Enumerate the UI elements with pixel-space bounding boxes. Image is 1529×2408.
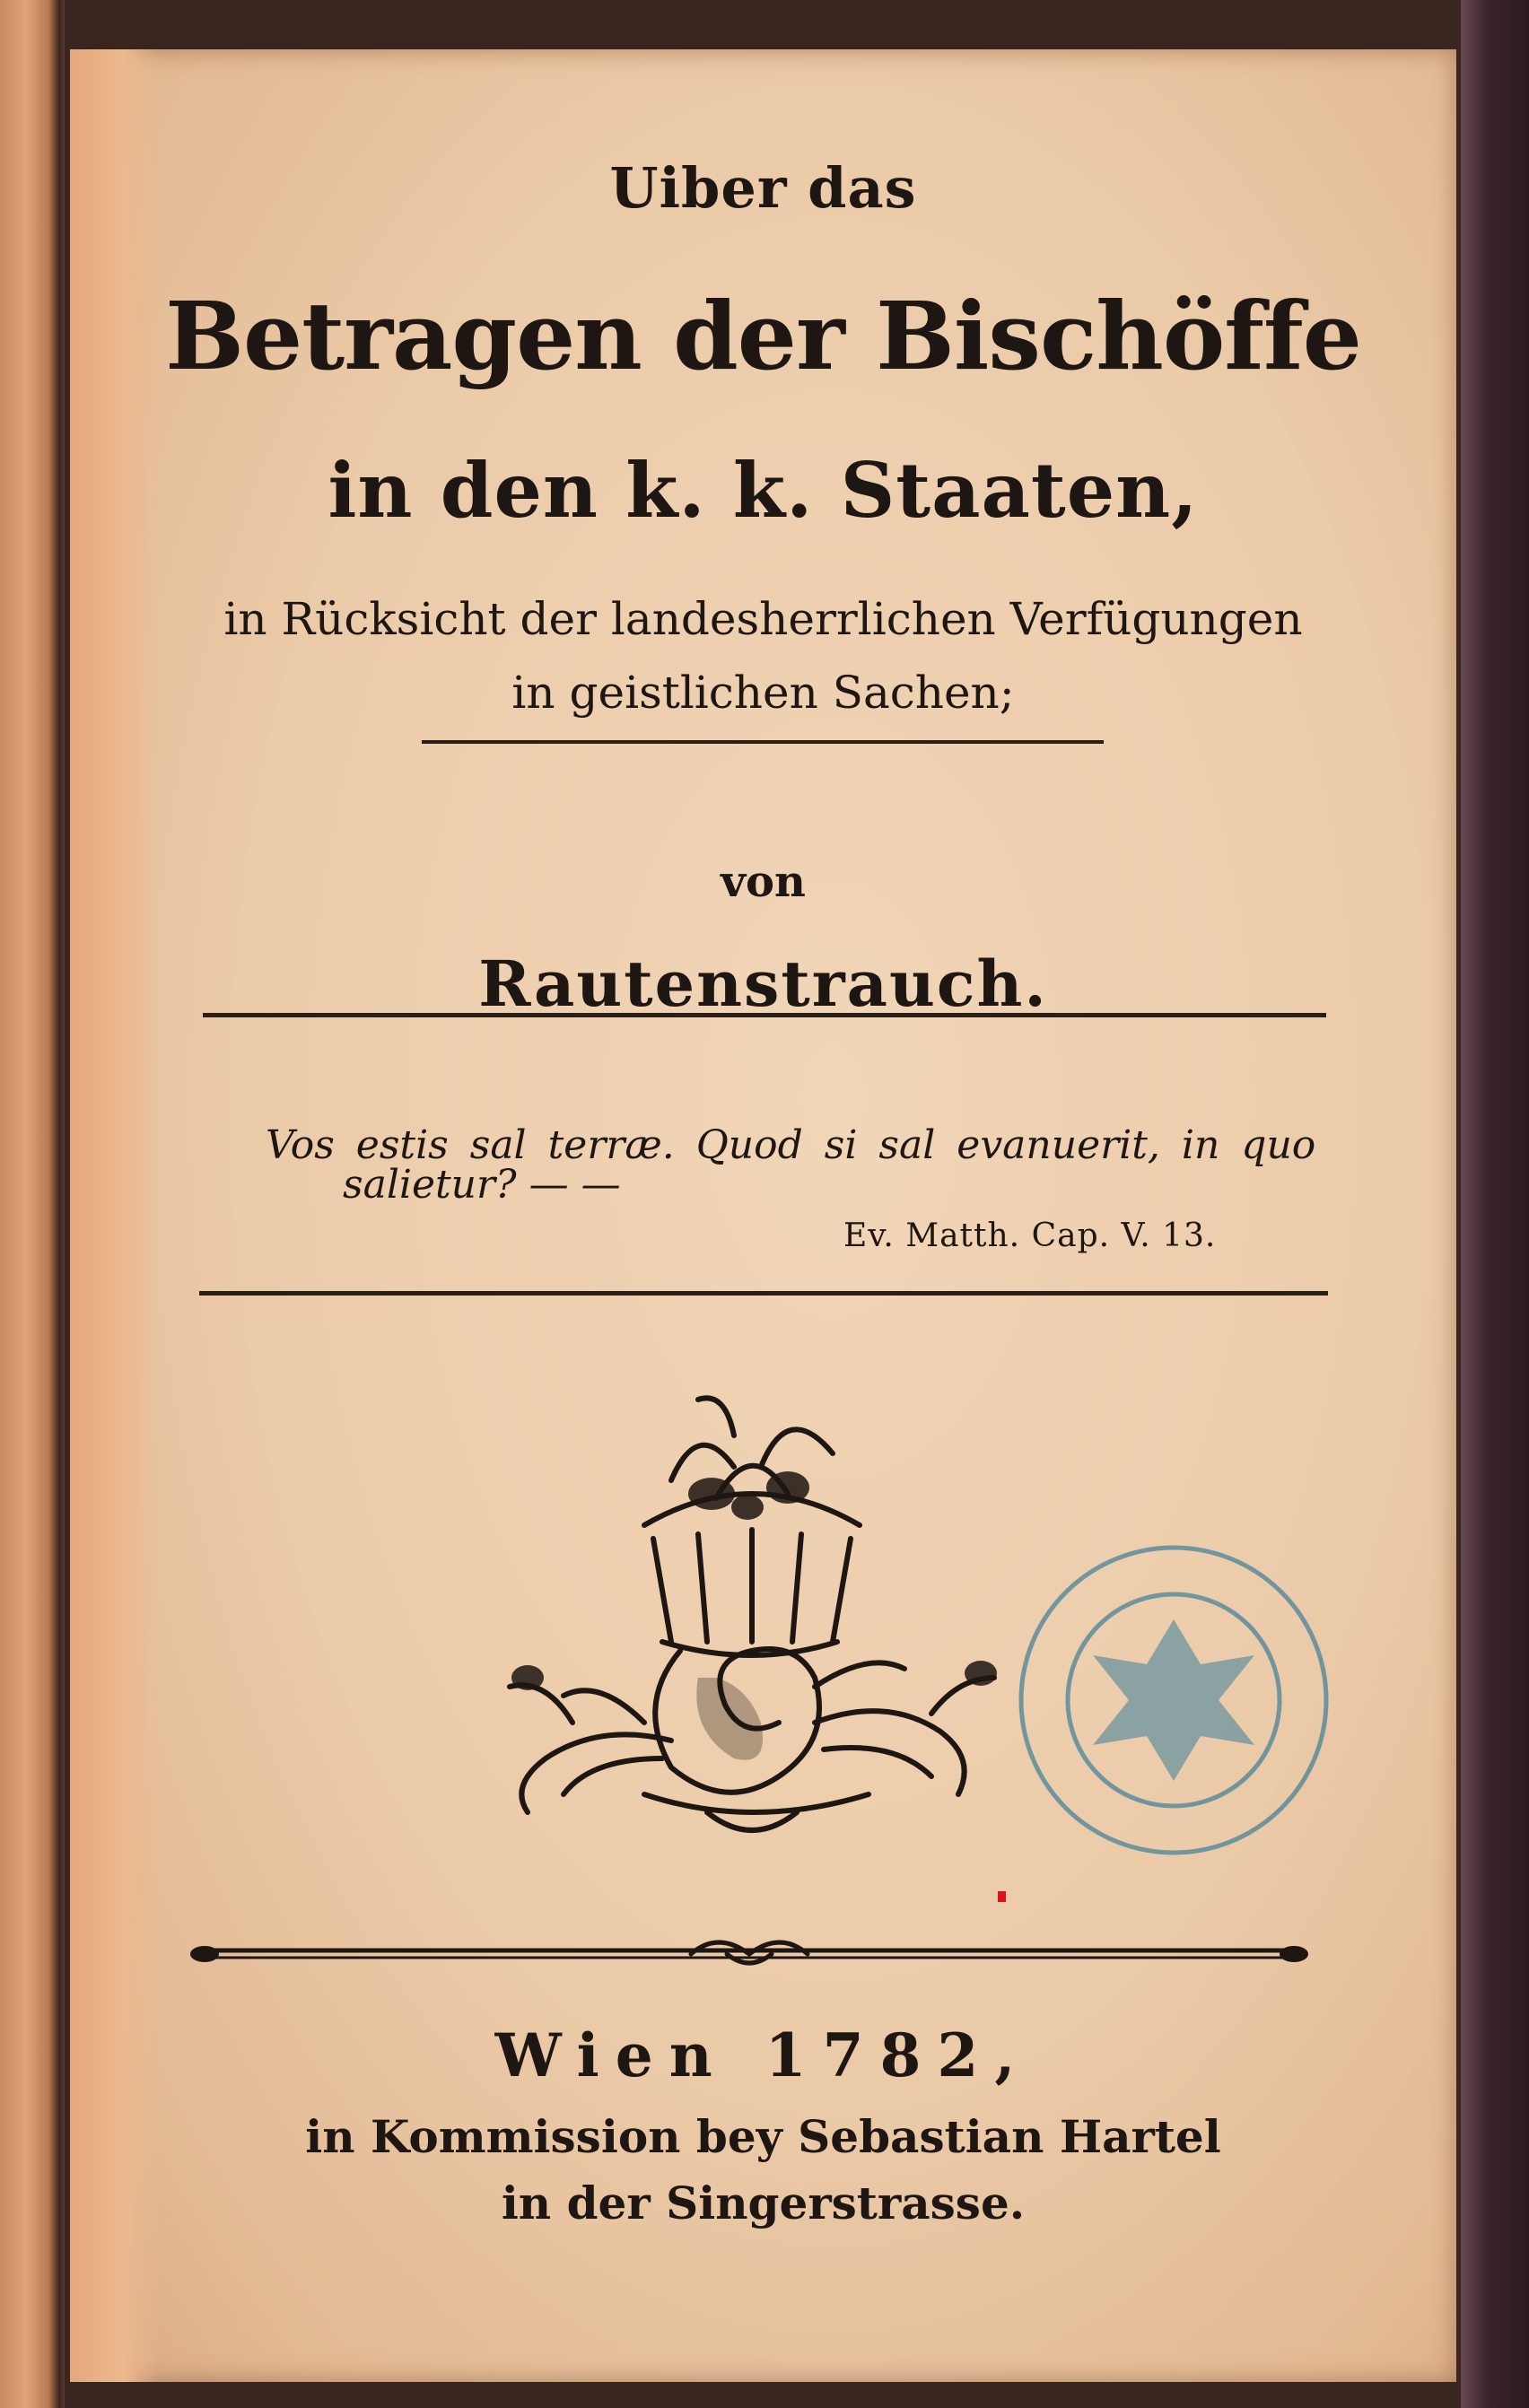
imprint-publisher: in Kommission bey Sebastian Hartel (305, 2110, 1221, 2163)
page-gutter (70, 49, 160, 2382)
book-binding-right (1461, 0, 1529, 2408)
red-ink-spot (998, 1891, 1006, 1902)
author-name: Rautenstrauch. (478, 947, 1048, 1021)
book-binding-left (0, 0, 65, 2408)
title-page (70, 49, 1456, 2382)
motto-line-1: Vos estis sal terræ. Quod si sal evanuerit, in quo (266, 1122, 1316, 1168)
title-line-1: Uiber das (609, 155, 917, 221)
divider-rule-short (422, 740, 1104, 744)
library-stamp (994, 1521, 1353, 1880)
title-line-3: in den k. k. Staaten, (328, 446, 1199, 535)
imprint-address: in der Singerstrasse. (501, 2177, 1026, 2229)
ornamental-divider (188, 1929, 1310, 1974)
title-line-4: in Rücksicht der landesherrlichen Verfügungen (223, 593, 1303, 645)
motto-line-2: salietur? — — (343, 1162, 621, 1208)
divider-rule-lower (199, 1291, 1328, 1296)
byline-von: von (721, 857, 806, 907)
main-title: Betragen der Bischöffe (165, 281, 1361, 391)
imprint-city-year: Wien 1782, (494, 2020, 1032, 2090)
printers-vignette (492, 1382, 1012, 1848)
title-line-5: in geistlichen Sachen; (511, 667, 1015, 719)
divider-rule-upper (203, 1013, 1326, 1017)
motto-citation: Ev. Matth. Cap. V. 13. (843, 1217, 1217, 1254)
